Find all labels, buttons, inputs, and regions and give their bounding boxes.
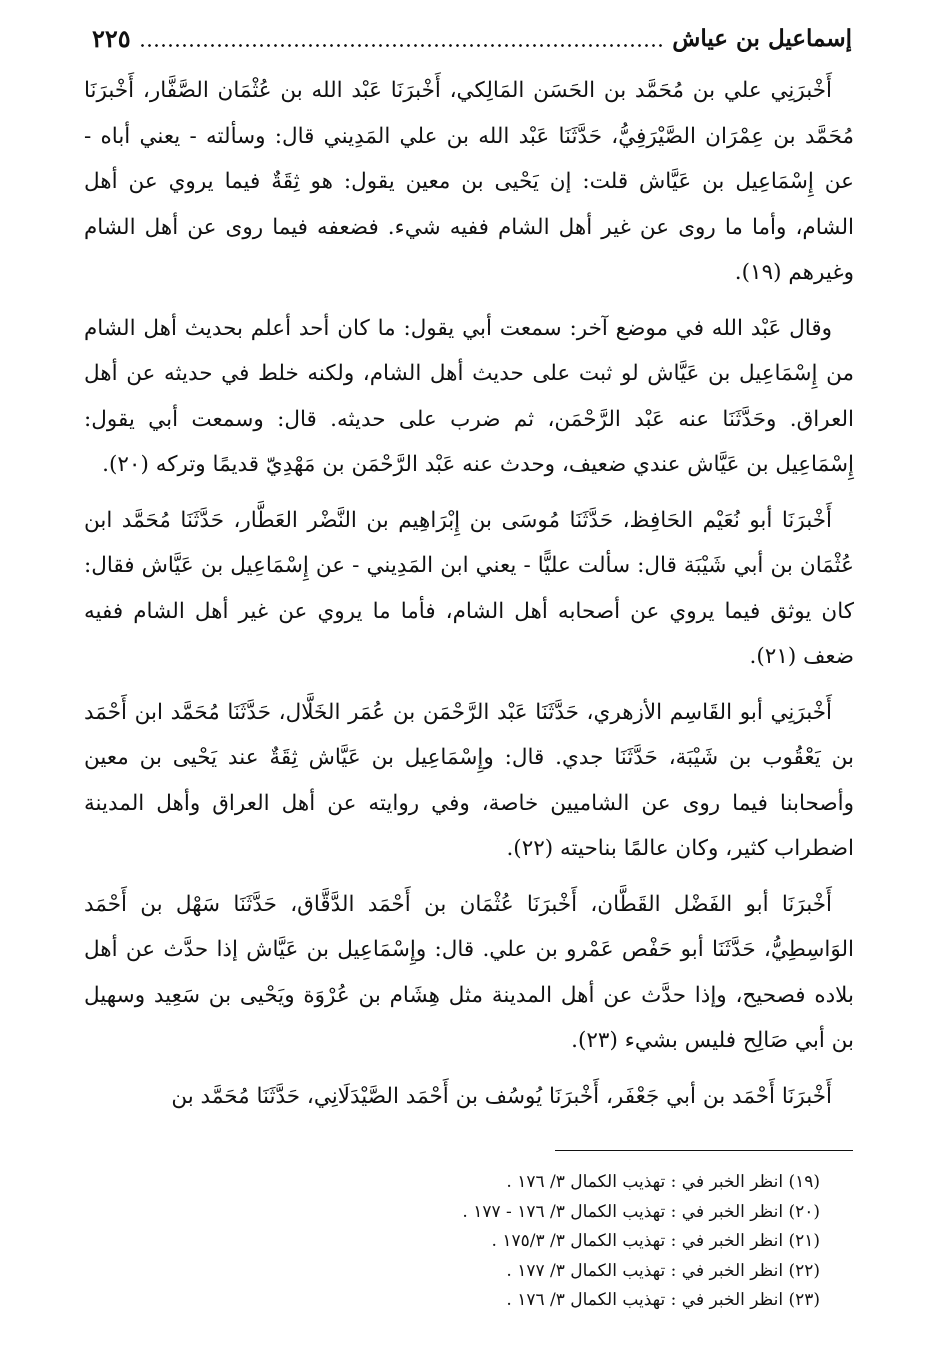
paragraph-text: أَخْبرَنَا أبو نُعَيْم الحَافِظ، حَدَّثَنَا مُوسَى بن إِبْرَاهِيم بن النَّضْر العَطَّار، حَدَّثَنَا مُحَمَّد ابن عُثْمَان بن أبي شَيْبَة قال: سألت عليًّا - يعني ابن المَدِيني - عن إِسْمَاعِيل بن عَيَّاش فقال: كان يوثق فيما يروي عن أصحابه أهل الشام، فأما ما يروي عن غير أهل الشام ففيه ضعف (٢١).: [84, 507, 854, 669]
footnote-separator: [555, 1150, 853, 1151]
paragraph: [84, 1074, 854, 1120]
page-number: ٢٢٥: [92, 23, 131, 53]
footnote: (٢١) انظر الخبر في : تهذيب الكمال ٣/ ١٧٥/٣ .: [491, 1231, 820, 1251]
footnote: (٢٠) انظر الخبر في : تهذيب الكمال ٣/ ١٧٦ - ١٧٧ .: [462, 1201, 820, 1222]
footnote: (٢٢) انظر الخبر في : تهذيب الكمال ٣/ ١٧٧ .: [506, 1260, 820, 1281]
paragraph: [84, 498, 854, 680]
dotted-leader: [139, 44, 665, 47]
running-title: إسماعيل بن عياش: [672, 24, 852, 52]
paragraph-text: أَخْبرَنِي علي بن مُحَمَّد بن الحَسَن المَالِكي، أَخْبرَنَا عَبْد الله بن عُثْمَان الصَّفَّار، أَخْبرَنَا مُحَمَّد بن عِمْرَان الصَّيْرَفِيُّ، حَدَّثَنَا عَبْد الله بن علي المَدِيني قال: وسألته - يعني أباه - عن إِسْمَاعِيل بن عَيَّاش قلت: إن يَحْيى بن معين يقول: هو ثِقَةٌ فيما يروي عن أهل الشام، وأما ما روى عن غير أهل الشام ففيه شيء. فضعفه فيما روى عن أهل الشام وغيرهم (١٩).: [84, 78, 854, 285]
footnote: (٢٣) انظر الخبر في : تهذيب الكمال ٣/ ١٧٦ .: [506, 1290, 820, 1310]
running-header: [92, 14, 852, 62]
paragraph: [84, 68, 854, 296]
footnotes: [300, 1168, 820, 1318]
paragraph-text: أَخْبرَنِي أبو القَاسِم الأزهري، حَدَّثَنَا عَبْد الرَّحْمَن بن عُمَر الخَلَّال، حَدَّثَنَا مُحَمَّد ابن أَحْمَد بن يَعْقُوب بن شَيْبَة، حَدَّثَنَا جدي. قال: وإِسْمَاعِيل بن عَيَّاش ثِقَةٌ عند يَحْيى بن معين وأصحابنا فيما روى عن الشاميين خاصة، وفي روايته عن أهل العراق وأهل المدينة اضطراب كثير، وكان عالمًا بناحيته (٢٢).: [84, 699, 854, 861]
paragraph-text: أَخْبرَنَا أبو الفَضْل القَطَّان، أَخْبرَنَا عُثْمَان بن أَحْمَد الدَّقَّاق، حَدَّثَنَا سَهْل بن أَحْمَد الوَاسِطِيُّ، حَدَّثَنَا أبو حَفْص عَمْرو بن علي. قال: وإِسْمَاعِيل بن عَيَّاش إذا حدَّث عن أهل بلاده فصحيح، وإذا حدَّث عن أهل المدينة مثل هِشَام بن عُرْوَة ويَحْيى بن سَعِيد وسهيل بن أبي صَالِح فليس بشيء (٢٣).: [84, 891, 854, 1053]
footnote: (١٩) انظر الخبر في : تهذيب الكمال ٣/ ١٧٦ .: [506, 1172, 820, 1192]
main-text: [84, 68, 854, 1128]
paragraph-text: وقال عَبْد الله في موضع آخر: سمعت أبي يقول: ما كان أحد أعلم بحديث أهل الشام من إِسْمَاعِيل بن عَيَّاش لو ثبت على حديث أهل الشام، ولكنه خلط في حديثه عن أهل العراق. وحَدَّثَنَا عنه عَبْد الرَّحْمَن، ثم ضرب على حديثه. قال: وسمعت أبي يقول: إِسْمَاعِيل بن عَيَّاش عندي ضعيف، وحدث عنه عَبْد الرَّحْمَن بن مَهْدِيّ قديمًا وتركه (٢٠).: [84, 315, 854, 477]
paragraph: [84, 690, 854, 872]
paragraph: [84, 882, 854, 1064]
paragraph-text: أَخْبرَنَا أَحْمَد بن أبي جَعْفَر، أَخْبرَنَا يُوسُف بن أَحْمَد الصَّيْدَلَانِي، حَدَّثَنَا مُحَمَّد بن: [171, 1083, 832, 1109]
paragraph: [84, 306, 854, 488]
